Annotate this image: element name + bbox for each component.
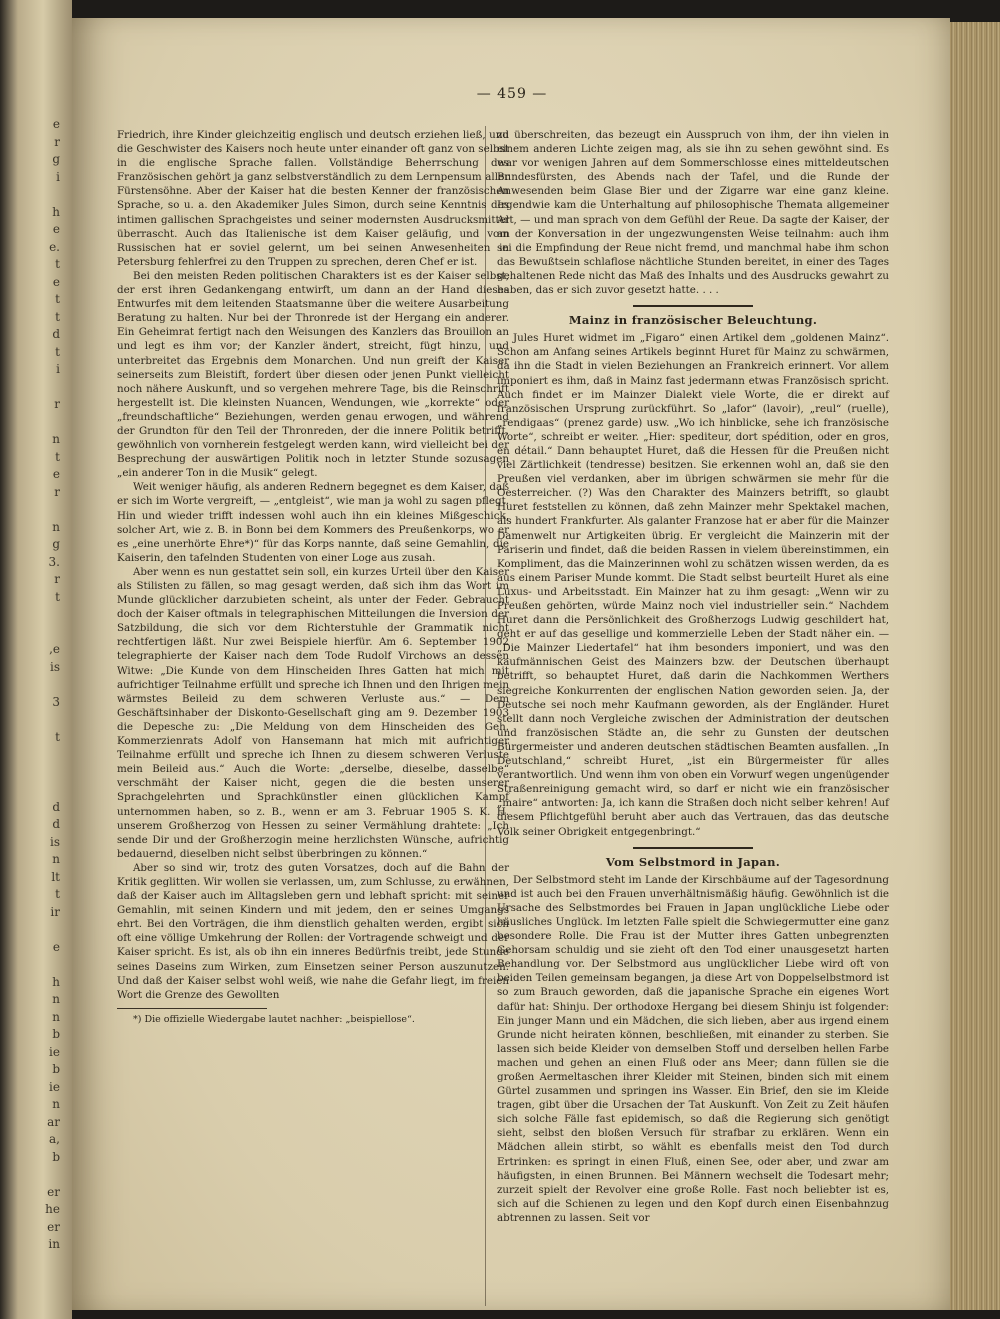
facing-page-fragment: t <box>55 449 60 464</box>
facing-page-fragment: ie <box>49 1079 60 1094</box>
paragraph: Aber so sind wir, trotz des guten Vorsatzes, doch auf die Bahn der Kritik geglitten. Wir wollen sie verlassen, um, zum Schlusse, zu erwähnen, daß der Kaiser auch im Alltagsleben gern und lebhaft spricht: mit seiner Gemahlin, mit seinen Kindern und mit jedem, den er seines Umgangs ehrt. Bei den Vorträgen, die ihm dienstlich gehalten werden, ergibt sich oft eine völlige Umkehrung der Rollen: der Vortragende schweigt und der Kaiser spricht. Es ist, als ob ihn ein inneres Bedürfnis treibt, jede Stunde seines Daseins zum Wirken, zum Einsetzen seiner Person auszunutzen. Und daß der Kaiser selbst wohl weiß, wie nahe die Gefahr liegt, im freien Wort die Grenze des Gewollten <box>117 861 509 1001</box>
paragraph: Bei den meisten Reden politischen Charakters ist es der Kaiser selbst, der erst ihren Gedankengang entwirft, um dann an der Hand dieses Entwurfes mit dem leitenden Staatsmanne über die weitere Ausarbeitung Beratung zu halten. Nur bei der Thronrede ist der Hergang ein anderer. Ein Geheimrat fertigt nach den Weisungen des Kanzlers das Brouillon an und legt es ihm vor; der Kanzler ändert, streicht, fügt hinzu, und unterbreitet das Ergebnis dem Monarchen. Und nun greift der Kaiser seinerseits zum Bleistift, fordert über diesen oder jenen Punkt vielleicht noch nähere Auskunft, und so vergehen mehrere Tage, bis die Reinschrift hergestellt ist. Die kleinsten Nuancen, Wendungen, wie „korrekte“ oder „freundschaftliche“ Beziehungen, werden genau erwogen, und während der Grundton für den Teil der Thronreden, der die innere Politik betrifft, gewöhnlich von vornherein festgelegt werden kann, wird vielleicht bei der Besprechung der auswärtigen Politik noch in letzter Stunde sozusagen „ein anderer Ton in die Musik“ gelegt. <box>117 269 509 480</box>
facing-page-fragment: h <box>52 204 60 219</box>
paragraph: zu überschreiten, das bezeugt ein Ausspruch von ihm, der ihn vielen in einem anderen Lichte zeigen mag, als sie ihn zu sehen gewöhnt sind. Es war vor wenigen Jahren auf dem Sommerschlosse eines mitteldeutschen Bundesfürsten, des Abends nach der Tafel, und die Runde der Anwesenden beim Glase Bier und der Zigarre war eine ganz kleine. Irgendwie kam die Unterhaltung auf philosophische Themata allgemeiner Art, — und man sprach von dem Gefühl der Reue. Da sagte der Kaiser, der an der Konversation in der ungezwungensten Weise teilnahm: auch ihm sei die Empfindung der Reue nicht fremd, und manchmal habe ihm schon das Bewußtsein schlaflose nächtliche Stunden bereitet, in einer des Tages gehaltenen Rede nicht das Maß des Inhalts und des Ausdrucks gewahrt zu haben, das er sich zuvor gesetzt hatte. . . . <box>497 129 889 297</box>
paragraph: Jules Huret widmet im „Figaro“ einen Artikel dem „goldenen Mainz“. Schon am Anfang seines Artikels beginnt Huret für Mainz zu schwärmen, da ihn die Stadt in vielen Beziehungen an Frankreich erinnert. Vor allem imponiert es ihm, daß in Mainz fast jedermann etwas Französisch spricht. Auch findet er im Mainzer Dialekt viele Worte, die er direkt auf französischen Ursprung zurückführt. So „lafor“ (lavoir), „reul“ (ruelle), „rendigaas“ (prenez garde) usw. „Wo ich hinblicke, sehe ich französische Worte“, schreibt er weiter. „Hier: spediteur, dort spédition, oder en gros, en détail.“ Dann behauptet Huret, daß die Hessen für die Preußen nicht viel Zärtlichkeit (tendresse) besitzen. Sie erkennen wohl an, daß sie den Preußen viel verdanken, aber im übrigen schwärmen sie mehr für die Oesterreicher. (?) Was den Charakter des Mainzers betrifft, so glaubt Huret feststellen zu können, daß zehn Mainzer mehr Spektakel machen, als hundert Frankfurter. Als galanter Franzose hat er aber für die Mainzer Damenwelt nur Artigkeiten übrig. Er vergleicht die Mainzerin mit der Pariserin und findet, daß die beiden Rassen in vielem übereinstimmen, ein Kompliment, das die Mainzerinnen wohl zu schätzen wissen werden, da es aus einem Pariser Munde kommt. Die Stadt selbst beurteilt Huret als eine Luxus- und Arbeitsstadt. Ein Mainzer hat zu ihm gesagt: „Wenn wir zu Preußen gehörten, würde Mainz noch viel industrieller sein.“ Nachdem Huret dann die Persönlichkeit des Großherzogs Ludwig geschildert hat, geht er auf das gesellige und kommerzielle Leben der Stadt näher ein. — „Die Mainzer Liedertafel“ hat ihm besonders imponiert, und was den kaufmännischen Geist des Mainzers bzw. der Deutschen überhaupt betrifft, so behauptet Huret, daß darin die Nachkommen Werthers siegreiche Konkurrenten der englischen Nation geworden seien. Ja, der Deutsche sei noch mehr Kaufmann geworden, als der Engländer. Huret stellt dann noch Vergleiche zwischen der Administration der deutschen und französischen Städte an, die sehr zu Gunsten der deutschen Bürgermeister und anderen deutschen städtischen Beamten ausfallen. „In Deutschland,“ schreibt Huret, „ist ein Bürgermeister für alles verantwortlich. Und wenn ihm von oben ein Vorwurf wegen ungenügender Straßenreinigung gemacht wird, so darf er nicht wie ein französischer „maire“ antworten: Ja, ich kann die Straßen doch nicht selber kehren! Auf diesem Pflichtgefühl beruht aber auch das Vertrauen, das das deutsche Volk seiner Obrigkeit entgegenbringt.“ <box>497 332 889 838</box>
facing-page-fragment: e <box>52 467 60 481</box>
page-number: — 459 — <box>476 86 548 102</box>
facing-page-fragment: t <box>55 887 60 901</box>
facing-page-fragment: b <box>52 1062 60 1076</box>
facing-page-fragment: t <box>55 309 60 324</box>
paragraph: Aber wenn es nun gestattet sein soll, ein kurzes Urteil über den Kaiser als Stilisten zu fällen, so mag gesagt werden, daß sich ihm das Wort im Munde glücklicher darzubieten scheint, als unter der Feder. Gebraucht doch der Kaiser oftmals in telegraphischen Mitteilungen die Inversion der Satzbildung, die sich vor dem Richterstuhle der Grammatik nicht rechtfertigen läßt. Nur zwei Beispiele hierfür. Am 6. September 1902 telegraphierte der Kaiser nach dem Tode Rudolf Virchows an dessen Witwe: „Die Kunde von dem Hinscheiden Ihres Gatten hat mich mit aufrichtiger Teilnahme erfüllt und spreche ich Ihnen und den Ihrigen mein wärmstes Beileid zu dem schweren Verluste aus.“ — Dem Geschäftsinhaber der Diskonto-Gesellschaft ging am 9. Dezember 1903 die Depesche zu: „Die Meldung von dem Hinscheiden des Geh. Kommerzienrats Adolf von Hansemann hat mich mit aufrichtiger Teilnahme erfüllt und spreche ich Ihnen zu diesem schweren Verluste mein Beileid aus.“ Auch die Worte: „derselbe, dieselbe, dasselbe“ verschmäht der Kaiser nicht, gegen die die besten unserer Sprachgelehrten und Sprachkünstler einen glücklichen Kampf unternommen haben, so z. B., wenn er am 3. Februar 1905 S. K. H. unserem Großherzog von Hessen zu seiner Vermählung drahtete: „Ich sende Dir und der Großherzogin meine herzlichsten Wünsche, aufrichtig bedauernd, dieselben nicht selbst überbringen zu können.“ <box>117 565 509 860</box>
facing-page-fragment: n <box>52 432 60 446</box>
facing-page-fragment: r <box>54 134 60 149</box>
facing-page-fragment: t <box>55 729 60 744</box>
facing-page-fragment: ,e <box>49 642 60 656</box>
facing-page-edge <box>0 0 72 1319</box>
paragraph: Friedrich, ihre Kinder gleichzeitig englisch und deutsch erziehen ließ, und die Geschwister des Kaisers noch heute unter einander oft ganz von selbst in die englische Sprache fallen. Vollständige Beherrschung des Französischen gehört ja ganz selbstverständlich zu dem Lernpensum aller Fürstensöhne. Aber der Kaiser hat die besten Kenner der französischen Sprache, so u. a. den Akademiker Jules Simon, durch seine Kenntnis des intimen gallischen Sprachgeistes und seiner modernsten Ausdrucksmittel überrascht. Auch das Italienische ist dem Kaiser geläufig, und vom Russischen hat er soviel gelernt, um bei seinen Anwesenheiten in Petersburg fehlerfrei zu den Truppen zu sprechen, deren Chef er ist. <box>117 129 509 268</box>
facing-page-fragment: ie <box>49 1044 60 1059</box>
facing-page-fragment: 3. <box>48 554 60 569</box>
facing-page-fragment: t <box>55 344 60 359</box>
facing-page-fragment: b <box>52 1027 60 1041</box>
section-heading-japan: Vom Selbstmord in Japan. <box>605 854 781 869</box>
facing-page-fragment: b <box>52 1149 60 1164</box>
facing-page-fragment: g <box>52 152 60 166</box>
facing-page-fragment: er <box>47 1184 60 1199</box>
facing-page-fragment: g <box>52 537 60 551</box>
footnote-rule <box>117 1008 267 1009</box>
facing-page-fragment: n <box>52 1009 60 1024</box>
facing-page-fragment: er <box>47 1219 60 1234</box>
footnote: *) Die offizielle Wiedergabe lautet nachher: „beispiellose“. <box>133 1013 415 1025</box>
facing-page-fragment: a, <box>49 1132 60 1146</box>
book-page <box>72 18 950 1310</box>
facing-page-fragment: i <box>56 169 60 184</box>
facing-page-fragment: d <box>52 817 60 831</box>
facing-page-fragment: in <box>48 1237 60 1251</box>
facing-page-fragment: n <box>52 1097 60 1111</box>
facing-page-fragment: h <box>52 974 60 989</box>
facing-page-fragment: t <box>55 257 60 271</box>
book-page-edges <box>950 22 1000 1310</box>
facing-page-fragment: n <box>52 519 60 534</box>
facing-page-fragment: ir <box>50 904 60 919</box>
facing-page-fragment: e <box>52 117 60 131</box>
facing-page-fragment: d <box>52 327 60 341</box>
facing-page-fragment: r <box>54 397 60 411</box>
paragraph: Weit weniger häufig, als anderen Rednern begegnet es dem Kaiser, daß er sich im Worte vergreift, — „entgleist“, wie man ja wohl zu sagen pflegt. Hin und wieder trifft indessen wohl auch ihn ein kleines Mißgeschick, solcher Art, wie z. B. in Bonn bei dem Kommers des Preußenkorps, wo er es „eine unerhörte Ehre*)“ für das Korps nannte, daß seine Gemahlin, die Kaiserin, den tafelnden Studenten von einer Loge aus zusah. <box>117 481 509 564</box>
facing-page-fragment: e. <box>49 239 60 254</box>
facing-page-fragment: 3 <box>52 694 60 709</box>
facing-page-fragment: r <box>54 484 60 499</box>
facing-page-fragment: is <box>50 659 60 674</box>
left-column <box>117 128 509 1026</box>
facing-page-fragment: i <box>56 362 60 376</box>
paragraph: Der Selbstmord steht im Lande der Kirschbäume auf der Tagesordnung und ist auch bei den Frauen unverhältnismäßig häufig. Gewöhnlich ist die Ursache des Selbstmordes bei Frauen in Japan unglückliche Liebe oder häusliches Unglück. Im letzten Falle spielt die Schwiegermutter eine ganz besondere Rolle. Die Frau ist der Mutter ihres Gatten unbegrenzten Gehorsam schuldig und sie zieht oft den Tod einer unausgesetzt harten Behandlung vor. Der Selbstmord aus unglücklicher Liebe wird oft von beiden Teilen gemeinsam begangen, ja diese Art von Doppelselbstmord ist so zum Brauch geworden, daß die japanische Sprache ein eigenes Wort dafür hat: Shinju. Der orthodoxe Hergang bei diesem Shinju ist folgender: Ein junger Mann und ein Mädchen, die sich lieben, aber aus irgend einem Grunde nicht heiraten können, beschließen, mit einander zu sterben. Sie lassen sich beide Kleider von demselben Stoff und derselben hellen Farbe machen und gehen an einen Fluß oder ans Meer; dann füllen sie die großen Aermeltaschen ihrer Kleider mit Steinen, binden sich mit einem Gürtel zusammen und springen ins Wasser. Ein Brief, den sie im Kleide tragen, gibt über die Ursachen der Tat Auskunft. Von Zeit zu Zeit häufen sich solche Fälle fast epidemisch, so daß die Regierung sich genötigt sieht, selbst den bloßen Versuch für strafbar zu erklären. Wenn ein Mädchen allein stirbt, so wählt es ebenfalls meist den Tod durch Ertrinken: es springt in einen Fluß, einen See, oder aber, und zwar am häufigsten, in einen Brunnen. Bei Männern wechselt die Todesart mehr; zurzeit spielt der Revolver eine große Rolle. Fast noch beliebter ist es, sich auf die Schienen zu legen und den Kopf durch einen Eisenbahnzug abtrennen zu lassen. Seit vor <box>497 873 889 1224</box>
facing-page-fragment: he <box>45 1202 60 1216</box>
facing-page-fragment: n <box>52 992 60 1006</box>
facing-page-fragment: e <box>52 222 60 236</box>
facing-page-fragment: e <box>52 274 60 289</box>
section-rule <box>633 305 753 307</box>
facing-page-fragment: lt <box>51 869 60 884</box>
facing-page-fragment: ar <box>47 1114 60 1129</box>
section-rule <box>633 847 753 849</box>
facing-page-fragment: e <box>52 939 60 954</box>
facing-page-fragment: d <box>52 799 60 814</box>
facing-page-fragment: is <box>50 834 60 849</box>
right-column <box>497 128 889 1225</box>
facing-page-fragment: r <box>54 572 60 586</box>
facing-page-fragment: t <box>55 292 60 306</box>
facing-page-fragment: t <box>55 589 60 604</box>
section-heading-mainz: Mainz in französischer Beleuchtung. <box>568 313 818 328</box>
facing-page-fragment: n <box>52 852 60 866</box>
